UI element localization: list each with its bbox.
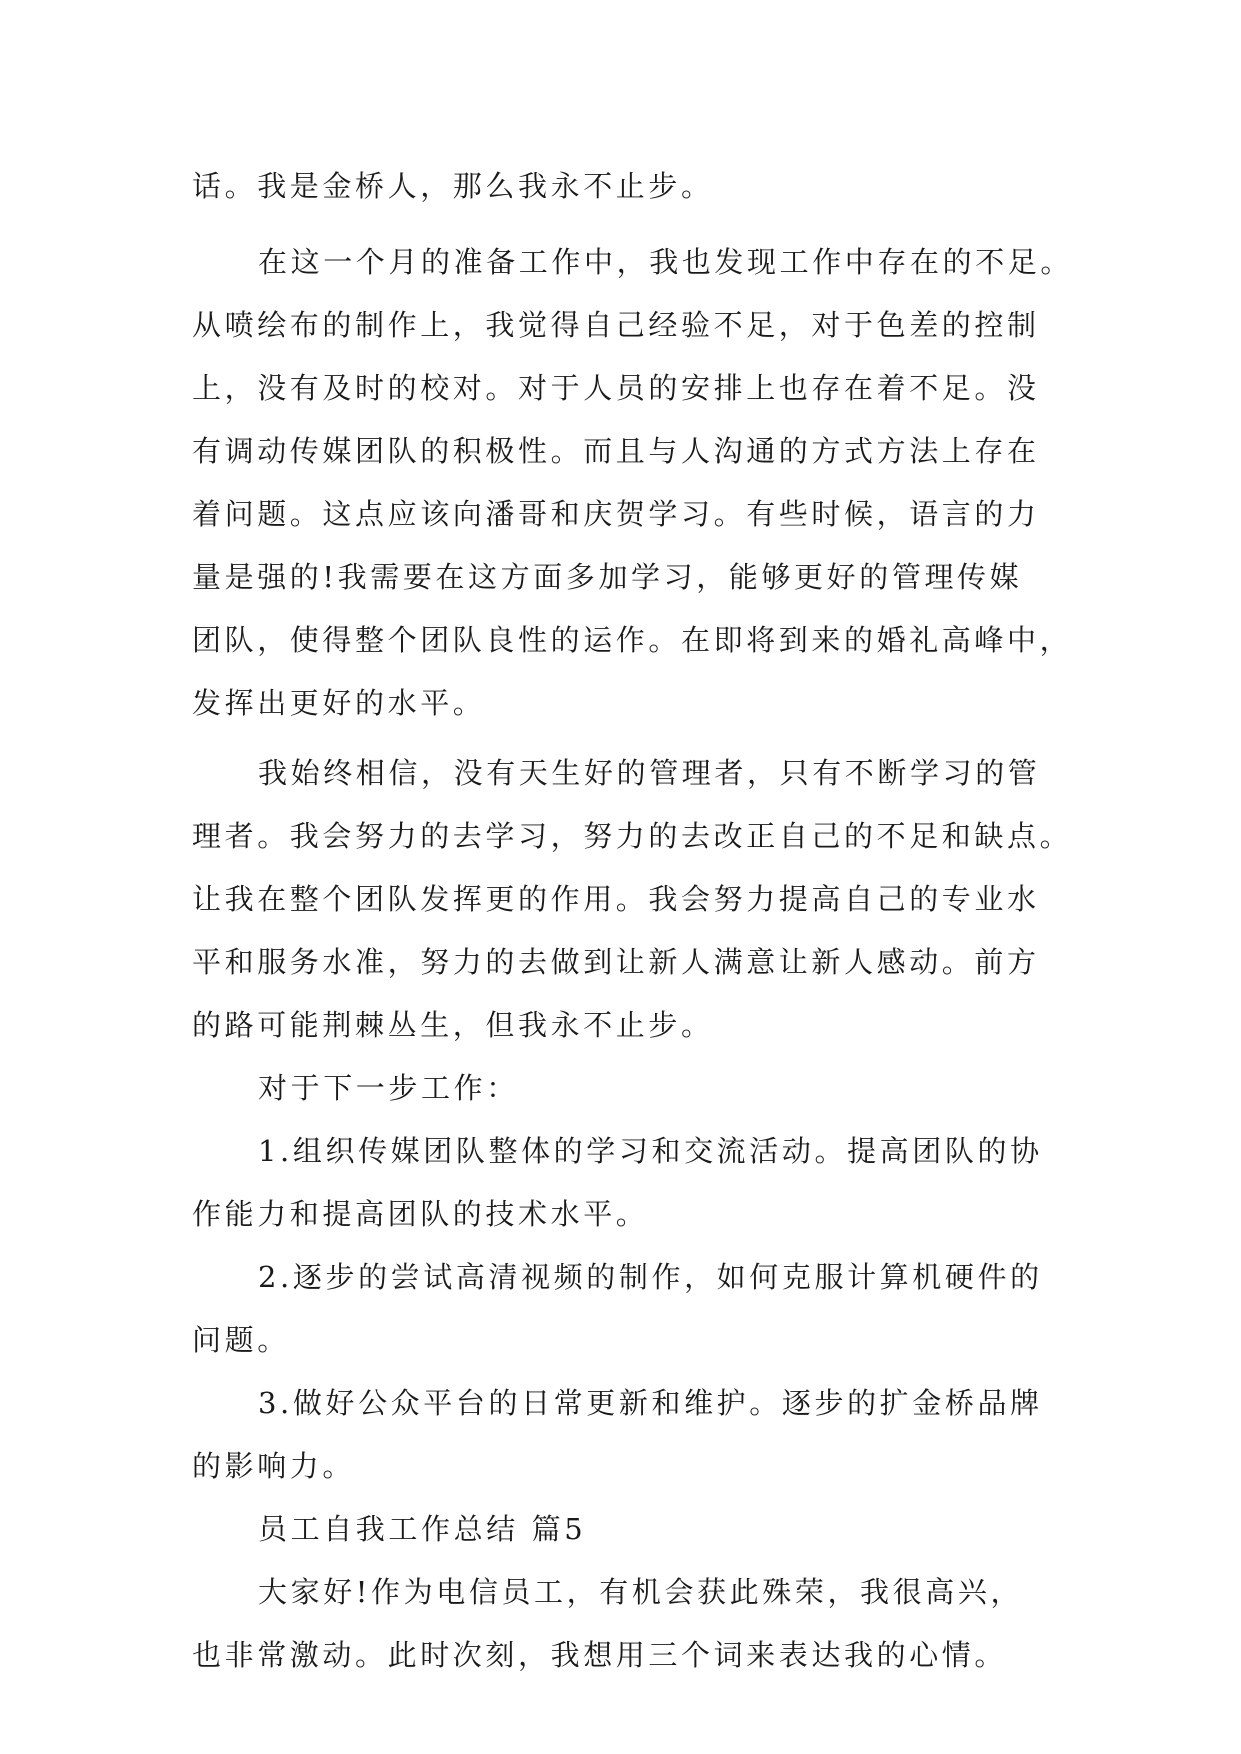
text-line: 的影响力。 — [192, 1449, 356, 1483]
text-line: 从喷绘布的制作上，我觉得自己经验不足，对于色差的控制 — [192, 308, 1040, 342]
text-line: 的路可能荆棘丛生，但我永不止步。 — [192, 1008, 714, 1042]
text-line: 着问题。这点应该向潘哥和庆贺学习。有些时候，语言的力 — [192, 497, 1040, 531]
text-line: 量是强的!我需要在这方面多加学习，能够更好的管理传媒 — [192, 560, 1023, 594]
text-line: 团队，使得整个团队良性的运作。在即将到来的婚礼高峰中， — [192, 623, 1073, 657]
paragraph-start-line: 在这一个月的准备工作中，我也发现工作中存在的不足。 — [258, 245, 1074, 279]
text-line: 平和服务水准，努力的去做到让新人满意让新人感动。前方 — [192, 945, 1040, 979]
paragraph-start-line: 对于下一步工作： — [258, 1071, 519, 1105]
paragraph-start-line: 我始终相信，没有天生好的管理者，只有不断学习的管 — [258, 756, 1041, 790]
text-line: 话。我是金桥人，那么我永不止步。 — [192, 169, 714, 203]
text-line: 上，没有及时的校对。对于人员的安排上也存在着不足。没 — [192, 371, 1040, 405]
list-item-1-line: 1.组织传媒团队整体的学习和交流活动。提高团队的协 — [258, 1134, 1043, 1168]
text-line: 发挥出更好的水平。 — [192, 686, 486, 720]
list-item-2-line: 2.逐步的尝试高清视频的制作，如何克服计算机硬件的 — [258, 1260, 1043, 1294]
list-item-3-line: 3.做好公众平台的日常更新和维护。逐步的扩金桥品牌 — [258, 1386, 1043, 1420]
text-line: 问题。 — [192, 1323, 290, 1357]
section-heading: 员工自我工作总结 篇5 — [258, 1512, 587, 1546]
text-line: 也非常激动。此时次刻，我想用三个词来表达我的心情。 — [192, 1638, 1008, 1672]
text-line: 有调动传媒团队的积极性。而且与人沟通的方式方法上存在 — [192, 434, 1040, 468]
paragraph-start-line: 大家好!作为电信员工，有机会获此殊荣，我很高兴， — [258, 1575, 1024, 1609]
text-line: 让我在整个团队发挥更的作用。我会努力提高自己的专业水 — [192, 882, 1040, 916]
text-line: 理者。我会努力的去学习，努力的去改正自己的不足和缺点。 — [192, 819, 1073, 853]
text-line: 作能力和提高团队的技术水平。 — [192, 1197, 649, 1231]
